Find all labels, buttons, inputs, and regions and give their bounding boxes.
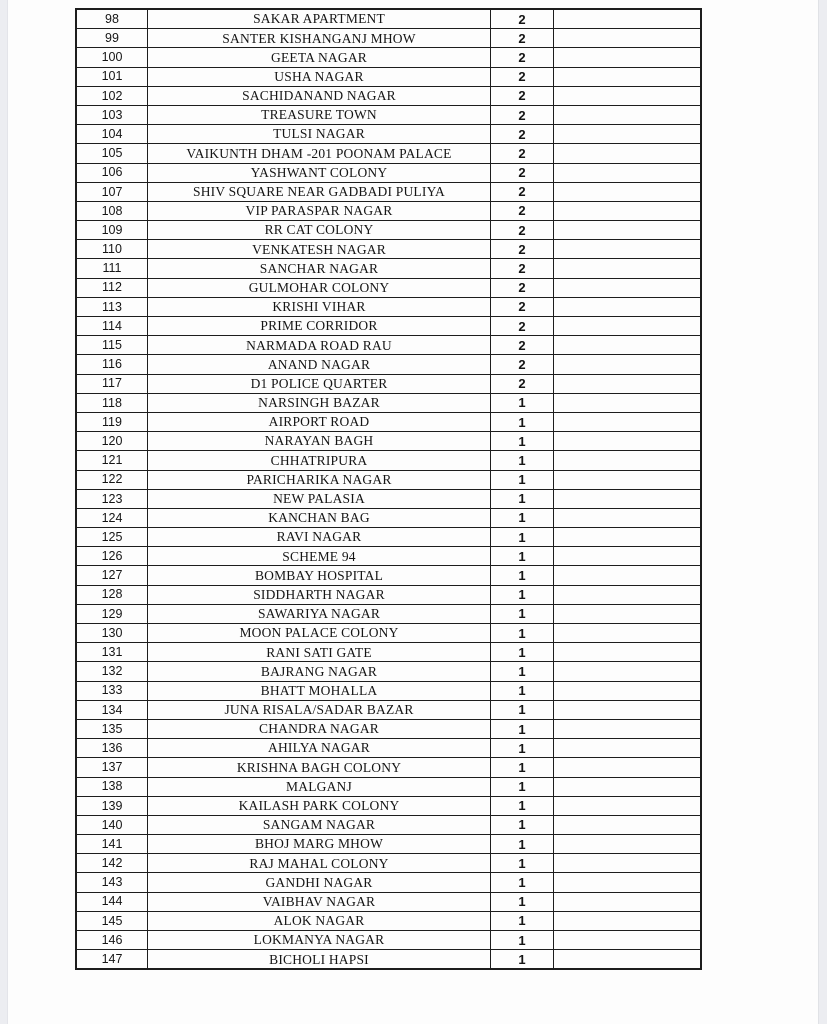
count-cell: 1: [491, 719, 554, 738]
area-name-cell: PRIME CORRIDOR: [148, 317, 491, 336]
row-number-cell: 98: [76, 9, 148, 29]
table-row: [76, 911, 701, 930]
count-cell: 1: [491, 643, 554, 662]
count-cell: 1: [491, 931, 554, 950]
table-row: [76, 451, 701, 470]
area-name-cell: NARSINGH BAZAR: [148, 393, 491, 412]
table-row: [76, 374, 701, 393]
blank-cell: [554, 528, 702, 547]
row-number-cell: 139: [76, 796, 148, 815]
count-cell: 2: [491, 125, 554, 144]
area-name-cell: VAIKUNTH DHAM -201 POONAM PALACE: [148, 144, 491, 163]
blank-cell: [554, 355, 702, 374]
blank-cell: [554, 911, 702, 930]
blank-cell: [554, 585, 702, 604]
count-cell: 1: [491, 489, 554, 508]
blank-cell: [554, 854, 702, 873]
area-name-cell: RANI SATI GATE: [148, 643, 491, 662]
table-row: [76, 854, 701, 873]
count-cell: 1: [491, 470, 554, 489]
count-cell: 1: [491, 393, 554, 412]
count-cell: 2: [491, 163, 554, 182]
table-row: [76, 182, 701, 201]
table-row: [76, 355, 701, 374]
blank-cell: [554, 317, 702, 336]
area-name-cell: MOON PALACE COLONY: [148, 624, 491, 643]
area-list-table: [75, 8, 702, 970]
count-cell: 1: [491, 432, 554, 451]
blank-cell: [554, 700, 702, 719]
table-row: [76, 221, 701, 240]
area-name-cell: RR CAT COLONY: [148, 221, 491, 240]
count-cell: 1: [491, 815, 554, 834]
count-cell: 2: [491, 201, 554, 220]
count-cell: 1: [491, 873, 554, 892]
area-name-cell: SIDDHARTH NAGAR: [148, 585, 491, 604]
blank-cell: [554, 125, 702, 144]
count-cell: 1: [491, 758, 554, 777]
blank-cell: [554, 547, 702, 566]
blank-cell: [554, 643, 702, 662]
area-name-cell: TREASURE TOWN: [148, 105, 491, 124]
table-row: [76, 278, 701, 297]
row-number-cell: 122: [76, 470, 148, 489]
blank-cell: [554, 604, 702, 623]
area-name-cell: CHANDRA NAGAR: [148, 719, 491, 738]
row-number-cell: 102: [76, 86, 148, 105]
blank-cell: [554, 374, 702, 393]
blank-cell: [554, 950, 702, 970]
blank-cell: [554, 9, 702, 29]
table-row: [76, 125, 701, 144]
area-name-cell: SANGAM NAGAR: [148, 815, 491, 834]
blank-cell: [554, 412, 702, 431]
row-number-cell: 140: [76, 815, 148, 834]
blank-cell: [554, 144, 702, 163]
area-name-cell: VAIBHAV NAGAR: [148, 892, 491, 911]
blank-cell: [554, 624, 702, 643]
count-cell: 2: [491, 297, 554, 316]
row-number-cell: 130: [76, 624, 148, 643]
count-cell: 1: [491, 547, 554, 566]
row-number-cell: 127: [76, 566, 148, 585]
count-cell: 2: [491, 48, 554, 67]
row-number-cell: 109: [76, 221, 148, 240]
count-cell: 1: [491, 624, 554, 643]
area-name-cell: KANCHAN BAG: [148, 508, 491, 527]
area-name-cell: BHOJ MARG MHOW: [148, 835, 491, 854]
row-number-cell: 106: [76, 163, 148, 182]
blank-cell: [554, 739, 702, 758]
blank-cell: [554, 278, 702, 297]
table-row: [76, 470, 701, 489]
count-cell: 1: [491, 604, 554, 623]
row-number-cell: 126: [76, 547, 148, 566]
blank-cell: [554, 67, 702, 86]
table-row: [76, 528, 701, 547]
area-name-cell: VENKATESH NAGAR: [148, 240, 491, 259]
blank-cell: [554, 451, 702, 470]
table-row: [76, 48, 701, 67]
count-cell: 2: [491, 221, 554, 240]
count-cell: 2: [491, 105, 554, 124]
table-row: [76, 432, 701, 451]
row-number-cell: 138: [76, 777, 148, 796]
table-row: [76, 547, 701, 566]
table-row: [76, 931, 701, 950]
count-cell: 2: [491, 144, 554, 163]
count-cell: 2: [491, 182, 554, 201]
blank-cell: [554, 432, 702, 451]
area-name-cell: GEETA NAGAR: [148, 48, 491, 67]
area-name-cell: ANAND NAGAR: [148, 355, 491, 374]
blank-cell: [554, 892, 702, 911]
area-name-cell: BAJRANG NAGAR: [148, 662, 491, 681]
area-name-cell: KRISHI VIHAR: [148, 297, 491, 316]
count-cell: 2: [491, 67, 554, 86]
count-cell: 1: [491, 854, 554, 873]
area-name-cell: ALOK NAGAR: [148, 911, 491, 930]
area-name-cell: BOMBAY HOSPITAL: [148, 566, 491, 585]
count-cell: 1: [491, 796, 554, 815]
row-number-cell: 125: [76, 528, 148, 547]
blank-cell: [554, 662, 702, 681]
table-row: [76, 201, 701, 220]
blank-cell: [554, 489, 702, 508]
table-row: [76, 815, 701, 834]
blank-cell: [554, 470, 702, 489]
row-number-cell: 118: [76, 393, 148, 412]
count-cell: 1: [491, 892, 554, 911]
row-number-cell: 100: [76, 48, 148, 67]
area-name-cell: RAJ MAHAL COLONY: [148, 854, 491, 873]
row-number-cell: 141: [76, 835, 148, 854]
row-number-cell: 143: [76, 873, 148, 892]
blank-cell: [554, 719, 702, 738]
count-cell: 2: [491, 336, 554, 355]
row-number-cell: 144: [76, 892, 148, 911]
table-row: [76, 259, 701, 278]
count-cell: 2: [491, 259, 554, 278]
count-cell: 1: [491, 566, 554, 585]
row-number-cell: 103: [76, 105, 148, 124]
row-number-cell: 128: [76, 585, 148, 604]
row-number-cell: 111: [76, 259, 148, 278]
row-number-cell: 108: [76, 201, 148, 220]
area-name-cell: MALGANJ: [148, 777, 491, 796]
blank-cell: [554, 105, 702, 124]
row-number-cell: 116: [76, 355, 148, 374]
area-name-cell: SAKAR APARTMENT: [148, 9, 491, 29]
row-number-cell: 110: [76, 240, 148, 259]
area-name-cell: BHATT MOHALLA: [148, 681, 491, 700]
blank-cell: [554, 29, 702, 48]
table-row: [76, 489, 701, 508]
count-cell: 1: [491, 777, 554, 796]
area-name-cell: USHA NAGAR: [148, 67, 491, 86]
area-name-cell: PARICHARIKA NAGAR: [148, 470, 491, 489]
blank-cell: [554, 297, 702, 316]
blank-cell: [554, 48, 702, 67]
row-number-cell: 129: [76, 604, 148, 623]
blank-cell: [554, 815, 702, 834]
blank-cell: [554, 182, 702, 201]
table-row: [76, 624, 701, 643]
table-row: [76, 950, 701, 970]
row-number-cell: 136: [76, 739, 148, 758]
count-cell: 1: [491, 585, 554, 604]
row-number-cell: 131: [76, 643, 148, 662]
table-row: [76, 681, 701, 700]
table-row: [76, 317, 701, 336]
table-row: [76, 240, 701, 259]
row-number-cell: 134: [76, 700, 148, 719]
blank-cell: [554, 931, 702, 950]
blank-cell: [554, 681, 702, 700]
area-name-cell: D1 POLICE QUARTER: [148, 374, 491, 393]
area-name-cell: GULMOHAR COLONY: [148, 278, 491, 297]
blank-cell: [554, 240, 702, 259]
count-cell: 2: [491, 86, 554, 105]
count-cell: 1: [491, 911, 554, 930]
table-row: [76, 336, 701, 355]
table-row: [76, 700, 701, 719]
row-number-cell: 135: [76, 719, 148, 738]
area-name-cell: YASHWANT COLONY: [148, 163, 491, 182]
blank-cell: [554, 777, 702, 796]
count-cell: 1: [491, 508, 554, 527]
row-number-cell: 112: [76, 278, 148, 297]
count-cell: 1: [491, 412, 554, 431]
area-name-cell: KRISHNA BAGH COLONY: [148, 758, 491, 777]
area-name-cell: NARMADA ROAD RAU: [148, 336, 491, 355]
count-cell: 2: [491, 9, 554, 29]
area-name-cell: JUNA RISALA/SADAR BAZAR: [148, 700, 491, 719]
area-name-cell: RAVI NAGAR: [148, 528, 491, 547]
area-name-cell: BICHOLI HAPSI: [148, 950, 491, 970]
row-number-cell: 145: [76, 911, 148, 930]
row-number-cell: 119: [76, 412, 148, 431]
area-name-cell: SANCHAR NAGAR: [148, 259, 491, 278]
table-row: [76, 835, 701, 854]
area-name-cell: GANDHI NAGAR: [148, 873, 491, 892]
table-row: [76, 105, 701, 124]
row-number-cell: 137: [76, 758, 148, 777]
area-name-cell: AIRPORT ROAD: [148, 412, 491, 431]
count-cell: 1: [491, 700, 554, 719]
table-row: [76, 393, 701, 412]
row-number-cell: 142: [76, 854, 148, 873]
area-name-cell: TULSI NAGAR: [148, 125, 491, 144]
area-name-cell: SHIV SQUARE NEAR GADBADI PULIYA: [148, 182, 491, 201]
table-row: [76, 9, 701, 29]
right-edge-strip: [818, 0, 827, 1024]
row-number-cell: 114: [76, 317, 148, 336]
row-number-cell: 105: [76, 144, 148, 163]
area-name-cell: AHILYA NAGAR: [148, 739, 491, 758]
table-row: [76, 144, 701, 163]
table-row: [76, 29, 701, 48]
row-number-cell: 133: [76, 681, 148, 700]
row-number-cell: 120: [76, 432, 148, 451]
count-cell: 2: [491, 355, 554, 374]
row-number-cell: 113: [76, 297, 148, 316]
table-row: [76, 739, 701, 758]
row-number-cell: 146: [76, 931, 148, 950]
blank-cell: [554, 393, 702, 412]
count-cell: 2: [491, 29, 554, 48]
blank-cell: [554, 336, 702, 355]
table-row: [76, 86, 701, 105]
row-number-cell: 121: [76, 451, 148, 470]
blank-cell: [554, 835, 702, 854]
blank-cell: [554, 873, 702, 892]
blank-cell: [554, 201, 702, 220]
area-name-cell: NARAYAN BAGH: [148, 432, 491, 451]
blank-cell: [554, 163, 702, 182]
area-name-cell: KAILASH PARK COLONY: [148, 796, 491, 815]
area-name-cell: SCHEME 94: [148, 547, 491, 566]
table-row: [76, 67, 701, 86]
blank-cell: [554, 221, 702, 240]
table-row: [76, 796, 701, 815]
row-number-cell: 117: [76, 374, 148, 393]
area-name-cell: LOKMANYA NAGAR: [148, 931, 491, 950]
count-cell: 1: [491, 950, 554, 970]
table-row: [76, 777, 701, 796]
row-number-cell: 124: [76, 508, 148, 527]
table-row: [76, 873, 701, 892]
row-number-cell: 147: [76, 950, 148, 970]
area-name-cell: VIP PARASPAR NAGAR: [148, 201, 491, 220]
left-edge-strip: [0, 0, 8, 1024]
table-row: [76, 566, 701, 585]
table-row: [76, 758, 701, 777]
count-cell: 1: [491, 681, 554, 700]
row-number-cell: 107: [76, 182, 148, 201]
table-row: [76, 892, 701, 911]
count-cell: 2: [491, 240, 554, 259]
count-cell: 1: [491, 528, 554, 547]
table-row: [76, 508, 701, 527]
table-row: [76, 412, 701, 431]
table-row: [76, 662, 701, 681]
area-name-cell: CHHATRIPURA: [148, 451, 491, 470]
area-name-cell: NEW PALASIA: [148, 489, 491, 508]
blank-cell: [554, 796, 702, 815]
row-number-cell: 115: [76, 336, 148, 355]
count-cell: 1: [491, 662, 554, 681]
area-name-cell: SANTER KISHANGANJ MHOW: [148, 29, 491, 48]
blank-cell: [554, 508, 702, 527]
table-row: [76, 297, 701, 316]
blank-cell: [554, 758, 702, 777]
row-number-cell: 123: [76, 489, 148, 508]
row-number-cell: 132: [76, 662, 148, 681]
blank-cell: [554, 259, 702, 278]
count-cell: 1: [491, 451, 554, 470]
count-cell: 2: [491, 317, 554, 336]
area-table-body: [76, 9, 701, 969]
count-cell: 1: [491, 835, 554, 854]
count-cell: 2: [491, 278, 554, 297]
count-cell: 2: [491, 374, 554, 393]
blank-cell: [554, 566, 702, 585]
area-name-cell: SACHIDANAND NAGAR: [148, 86, 491, 105]
table-row: [76, 719, 701, 738]
area-name-cell: SAWARIYA NAGAR: [148, 604, 491, 623]
row-number-cell: 99: [76, 29, 148, 48]
table-row: [76, 163, 701, 182]
count-cell: 1: [491, 739, 554, 758]
table-row: [76, 643, 701, 662]
row-number-cell: 104: [76, 125, 148, 144]
table-row: [76, 585, 701, 604]
table-row: [76, 604, 701, 623]
row-number-cell: 101: [76, 67, 148, 86]
blank-cell: [554, 86, 702, 105]
